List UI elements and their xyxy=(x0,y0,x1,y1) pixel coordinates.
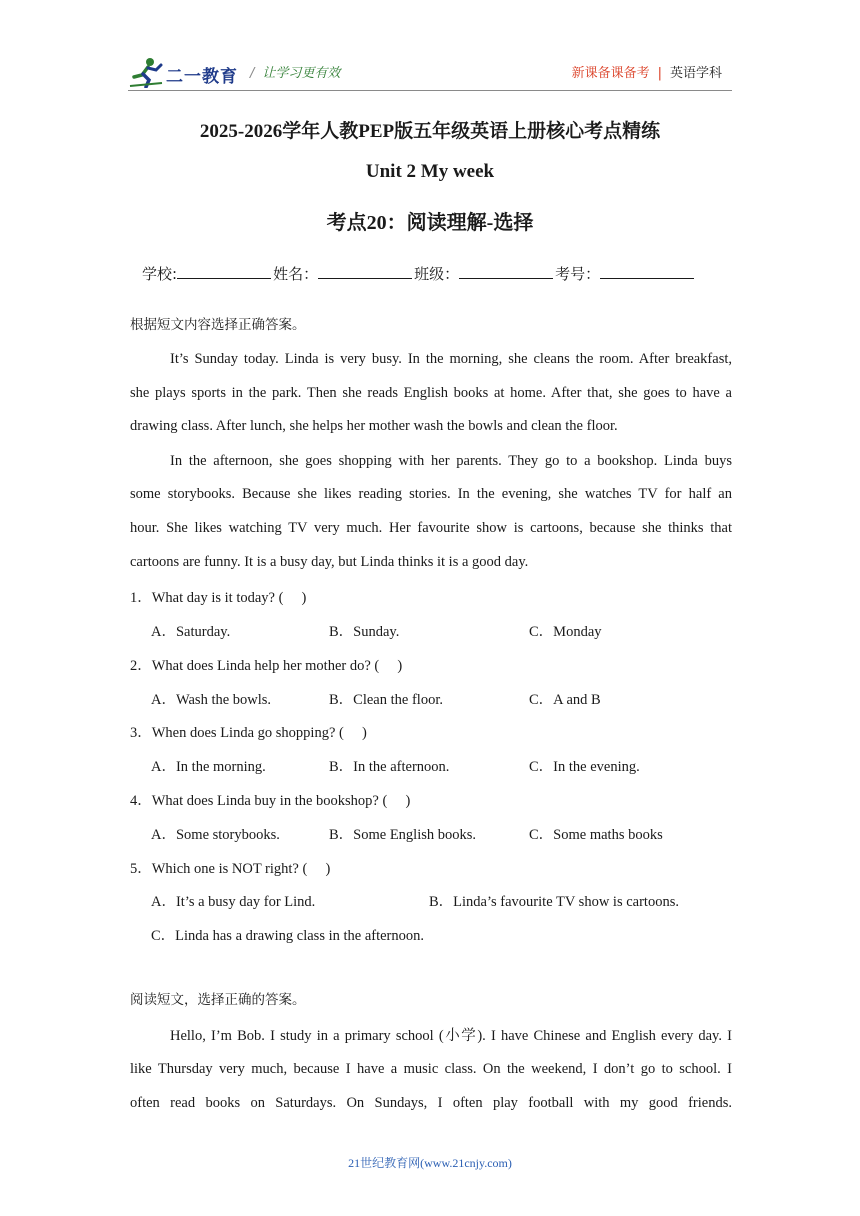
passage-line: Hello, I’m Bob. I study in a primary school (小学). I have Chinese and English every day. I xyxy=(170,1028,732,1044)
page-footer: 21世纪教育网(www.21cnjy.com) xyxy=(348,1156,512,1170)
question-4: 4．What does Linda buy in the bookshop? ( ) xyxy=(130,793,411,809)
question-3-option-a[interactable]: A．In the morning. xyxy=(151,759,266,775)
passage-line: often read books on Saturdays. On Sundays, I often play football with my good friends. xyxy=(130,1095,732,1111)
passage-line: some storybooks. Because she likes reading stories. In the evening, she watches TV for half an xyxy=(130,486,732,502)
passage-line: In the afternoon, she goes shopping with her parents. They go to a bookshop. Linda buys xyxy=(170,453,732,469)
question-2-option-a[interactable]: A．Wash the bowls. xyxy=(151,692,272,708)
question-5-option-b[interactable]: B．Linda’s favourite TV show is cartoons. xyxy=(429,894,679,910)
exam-number-label: 考号： xyxy=(555,265,601,283)
exam-number-blank[interactable] xyxy=(600,264,694,279)
student-info-fields xyxy=(142,263,696,284)
question-4-option-a[interactable]: A．Some storybooks. xyxy=(151,827,280,843)
header-category xyxy=(572,62,722,81)
passage-line: she plays sports in the park. Then she reads English books at home. After that, she goes to have a xyxy=(130,385,732,401)
separator: | xyxy=(657,66,662,81)
unit-title: Unit 2 My week xyxy=(365,161,495,182)
question-3: 3．When does Linda go shopping? ( ) xyxy=(130,725,367,741)
question-5: 5．Which one is NOT right? ( ) xyxy=(130,861,331,877)
question-3-option-c[interactable]: C．In the evening. xyxy=(529,759,640,775)
section2-instruction: 阅读短文，选择正确的答案。 xyxy=(130,992,306,1008)
slogan xyxy=(250,62,340,81)
question-2-option-c[interactable]: C．A and B xyxy=(529,692,601,708)
page-header xyxy=(128,54,732,94)
logo xyxy=(128,56,248,90)
separator: / xyxy=(250,66,255,81)
school-blank[interactable] xyxy=(177,264,271,279)
question-2-option-b[interactable]: B．Clean the floor. xyxy=(329,692,443,708)
section1-instruction: 根据短文内容选择正确答案。 xyxy=(130,317,306,333)
question-4-option-b[interactable]: B．Some English books. xyxy=(329,827,477,843)
school-label: 学校: xyxy=(142,265,178,283)
class-label: 班级： xyxy=(414,265,460,283)
slogan-text: 让学习更有效 xyxy=(262,66,341,81)
header-divider xyxy=(128,90,732,91)
category-label: 新课备课备考 xyxy=(571,66,650,81)
question-1-option-b[interactable]: B．Sunday. xyxy=(329,624,400,640)
question-1-option-a[interactable]: A．Saturday. xyxy=(151,624,231,640)
passage-line: like Thursday very much, because I have a music class. On the weekend, I don’t go to school. I xyxy=(130,1061,732,1077)
runner-logo-icon xyxy=(128,56,164,88)
name-blank[interactable] xyxy=(318,264,412,279)
question-1: 1．What day is it today? ( ) xyxy=(130,590,307,606)
name-label: 姓名： xyxy=(273,265,319,283)
question-4-option-c[interactable]: C．Some maths books xyxy=(529,827,663,843)
passage-line: hour. She likes watching TV very much. Her favourite show is cartoons, because she thinks that xyxy=(130,520,732,536)
passage-line: It’s Sunday today. Linda is very busy. In the morning, she cleans the room. After breakfast, xyxy=(170,351,732,367)
main-title: 2025-2026学年人教PEP版五年级英语上册核心考点精练 xyxy=(199,121,661,142)
class-blank[interactable] xyxy=(459,264,553,279)
passage-line: drawing class. After lunch, she helps her mother wash the bowls and clean the floor. xyxy=(130,418,618,434)
question-5-option-a[interactable]: A．It’s a busy day for Lind. xyxy=(151,894,316,910)
subject-label: 英语学科 xyxy=(669,66,722,81)
question-2: 2．What does Linda help her mother do? ( ) xyxy=(130,658,403,674)
question-1-option-c[interactable]: C．Monday xyxy=(529,624,602,640)
passage-line: cartoons are funny. It is a busy day, but Linda thinks it is a good day. xyxy=(130,554,529,570)
question-5-option-c[interactable]: C．Linda has a drawing class in the afternoon. xyxy=(151,928,425,944)
point-title: 考点20：阅读理解-选择 xyxy=(326,212,534,234)
logo-text: 二一教育 xyxy=(166,67,238,87)
question-3-option-b[interactable]: B．In the afternoon. xyxy=(329,759,450,775)
